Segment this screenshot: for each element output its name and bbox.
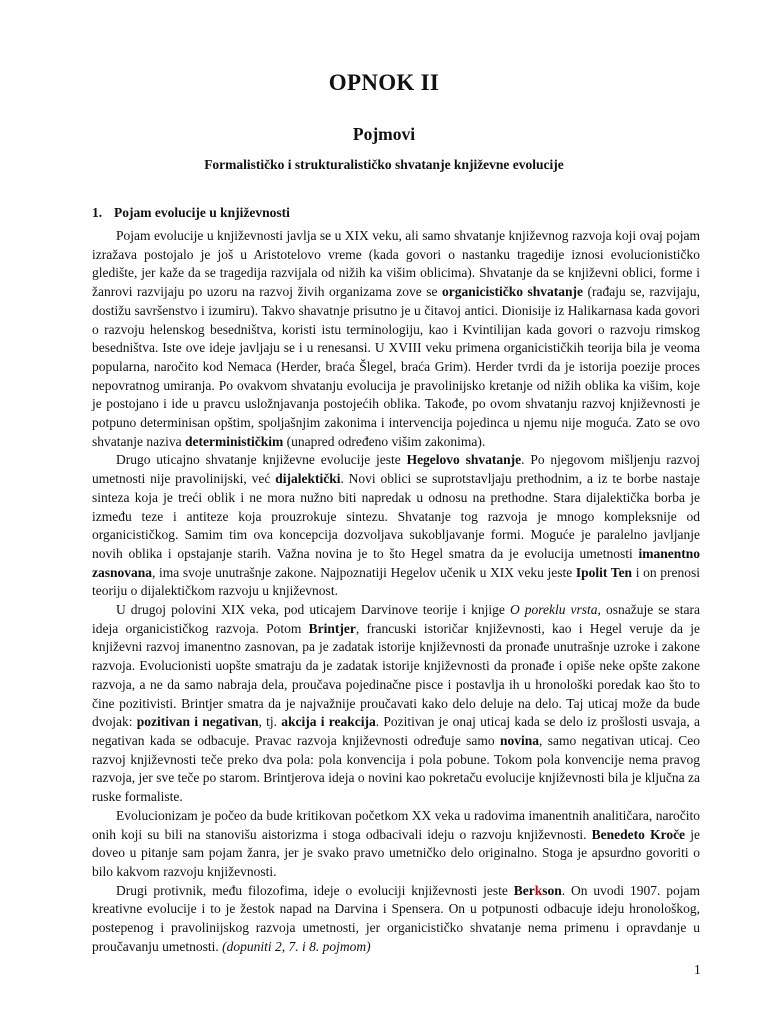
document-title: OPNOK II [328, 70, 440, 95]
paragraph [92, 451, 700, 601]
bold-term: pozitivan i negativan [136, 714, 259, 730]
bold-term: akcija i reakcija [281, 714, 376, 730]
text-run: Pojam evolucije u književnosti javlja se u XIX veku, ali samo shvatanje književnog razvoja koji ovaj pojam izražava postojalo je još u Aristotelovo vreme (kada govori o nastanku tragedije iznosi evolucionističko gledište, jer kaže da se tragedija razvijala od nižih ka višim oblicima). Shvatanje da se književni oblici, forme i žanrovi razvijaju po uzoru na razvoj živih organizama zove se [92, 228, 700, 300]
text-run: (rađaju se, razvijaju, dostižu savršenstvo i izumiru). Takvo shavatnje prisutno je u čitavoj antici. Dionisije iz Halikarnasa kada govori o razvoju helenskog besedništva, koristi istu terminologiju, kao i Kvintilijan kada govori o razvoju rimskog besedništva. Iste ove ideje javljaju se i u renesansi. U XVIII veku primena organicističkih teorija bila je veoma popularna, naročito kod Nemaca (Herder, braća Šlegel, braća Grim). Herder tvrdi da je istorija poezije proces nepovratnog umiranja. Po ovakvom shvatanju evolucija je pravolinijsko kretanje od nižih oblika ka višim, koje je postojano i ide u pravcu usložnjavanja postojećih oblika. Takođe, po ovom shvatanju razvoj književnosti je potpuno determinisan opštim, spoljašnjim zakonima i intervencija pojedinca u njemu nije moguća. Zato se ovo shvatanje naziva [92, 284, 701, 449]
section-title: Pojam evolucije u književnosti [114, 205, 290, 220]
document-subsubtitle: Formalističko i strukturalističko shvatanje književne evolucije [204, 157, 564, 172]
bold-term: Brintjer [308, 620, 356, 636]
text-run: (unapred određeno višim zakonima). [283, 433, 486, 449]
page-number: 1 [694, 962, 701, 977]
text-run: , osnažuje se stara ideja organicističkog razvoja. Potom [92, 602, 700, 636]
paragraph [92, 601, 700, 807]
text-run: , francuski istoričar književnosti, kao i Hegel veruje da je književni razvoj imanentno zasnovan, pa je zadatak istorije književnosti da pronađe unutrašnje uzroke i zakone razvoja. Evolucionisti uopšte smatraju da je zadatak istorije književnosti da pronađe i opiše neke opšte zakone razvoja, a ne da samo nabraja dela, proučava pojedinačne pisce i postavlja ih u hronološki poredak kao što to čine pozitivisti. Brintjer smatra da je najvažnije proučavati kako delo deluje na delo. Taj uticaj može da bude dvojak: [92, 620, 700, 730]
text-run: i on prenosi teoriju o dijalektičkom razvoju u književnost. [92, 564, 701, 599]
bold-term: novina [499, 732, 539, 748]
italic-text: (dopuniti 2, 7. i 8. pojmom) [222, 938, 371, 954]
bold-term: Ipolit Ten [575, 564, 633, 580]
text-run: . Novi oblici se suprotstavljaju prethodnim, a iz te borbe nastaje sinteza koja je treći oblik i ne mora nužno biti napredak u odnosu na prethodne. Stara dijalektička borba je između teze i antiteze koja prouzrokuje sintezu. Shvatanje tog razvoja je mnogo kompleksnije od organicističkog. Samim tim ova koncepcija dozvoljava sukobljavanje formi. Moguće je paralelno javljanje novih oblika i opstajanje starih. Važna novina je to što Hegel smatra da je evolucija umetnosti [92, 471, 700, 561]
paragraph [92, 882, 700, 957]
bold-term: Hegelovo shvatanje [406, 452, 522, 468]
text-run: Drugo uticajno shvatanje književne evolucije jeste [116, 452, 407, 468]
italic-text: O poreklu vrsta [509, 602, 598, 618]
bold-term: son [542, 882, 562, 898]
text-run: , tj. [258, 714, 282, 730]
bold-term: imanentno zasnovana [92, 545, 700, 580]
text-run: . On uvodi 1907. pojam kreativne evolucije i to je žestok napad na Darvina i Spensera. On u potpunosti odbacuje ideju hronološkog, postepenog i pravolinijskog razvoja umetnosti, jer organicističko shvatanje nema primenu i opravdanje u proučavanju umetnosti. [92, 882, 701, 954]
paragraph [92, 807, 700, 882]
document-subtitle: Pojmovi [352, 124, 416, 144]
text-run: , samo negativan uticaj. Ceo razvoj književnosti teče preko dva pola: pola konvencija i pola pobune. Tokom pola konvencije nema pravog razvoja, jer sve teče po starom. Brintjerova ideja o novini kao pokretaču evolucije književnosti bila je ključna za ruske formaliste. [92, 732, 700, 805]
text-run: . Pozitivan je onaj uticaj kada se delo iz prošlosti usvaja, a negativan kada se odbacuje. Pravac razvoja književnosti određuje samo [92, 714, 701, 748]
paragraph [92, 227, 700, 451]
bold-term: determinističkim [184, 433, 284, 449]
bold-term: organicističko shvatanje [442, 284, 584, 300]
text-run: je doveo u pitanje sam pojam žanra, jer je svako pravo umetničko delo originalno. Stoga je apsurdno govoriti o bilo kakvom razvoju književnosti. [92, 826, 700, 879]
text-run: Evolucionizam je počeo da bude kritikovan početkom XX veka u radovima imanentnih analitičara, naročito onih koji su bili na stanovišu aistorizma i stoga odbacivali ideju o razvoju književnosti. [92, 807, 700, 842]
text-run: U drugoj polovini XIX veka, pod uticajem Darvinove teorije i knjige [116, 602, 510, 618]
bold-term: Benedeto Kroče [591, 826, 686, 842]
text-run: Drugi protivnik, među filozofima, ideje o evoluciji književnosti jeste [116, 882, 514, 898]
section-heading [92, 205, 290, 221]
bold-term: dijalektički [275, 471, 341, 487]
text-run: . Po njegovom mišljenju razvoj umetnosti nije pravolinijski, već [92, 452, 700, 487]
body-text [92, 227, 700, 956]
bold-term: Ber [513, 882, 535, 898]
text-run: , ima svoje unutrašnje zakone. Najpoznatiji Hegelov učenik u XIX veku jeste [152, 564, 576, 580]
bold-term: k [534, 882, 543, 898]
section-number: 1. [92, 205, 103, 220]
